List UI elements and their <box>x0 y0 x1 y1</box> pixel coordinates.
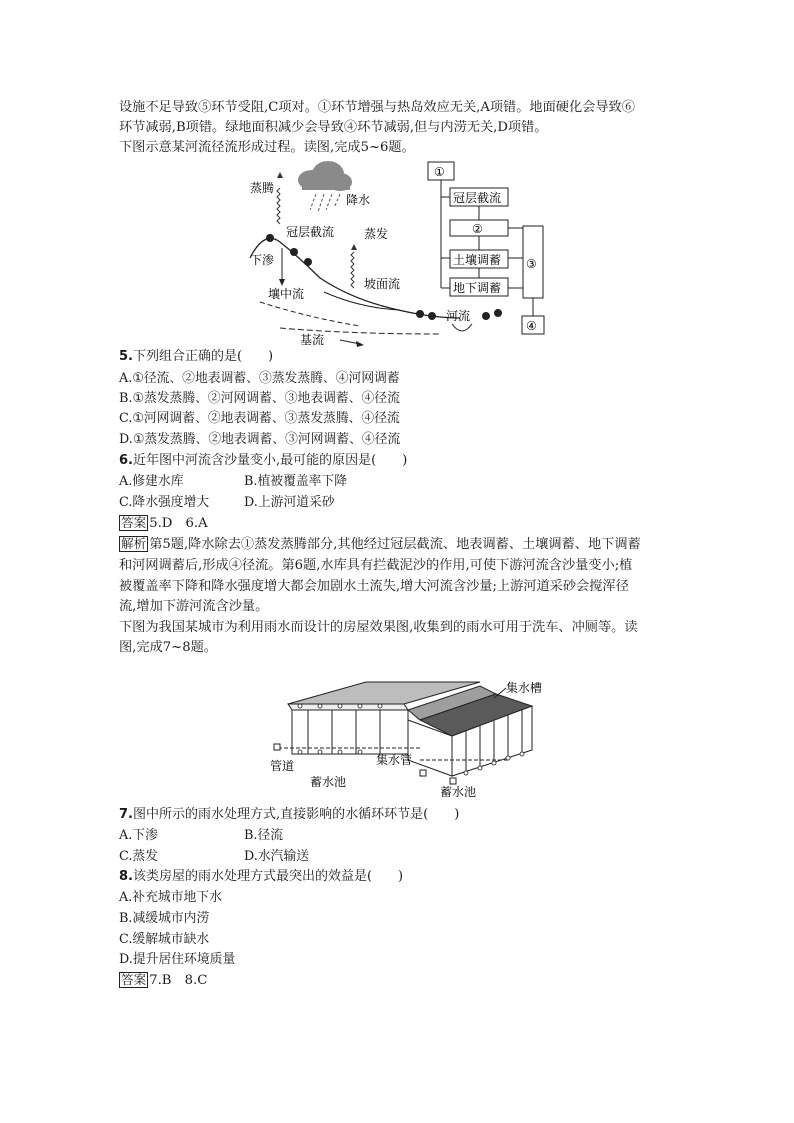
question-6-option-d: D.上游河道采砂 <box>244 495 335 510</box>
intro-line: 环节减弱,B项错。绿地面积减少会导致④环节减弱,但与内涝无关,D项错。 <box>119 120 548 135</box>
label-base-flow: 基流 <box>300 333 325 347</box>
intro-line: 设施不足导致⑤环节受阻,C项对。①环节增强与热岛效应无关,A项错。地面硬化会导致⑥ <box>119 100 635 115</box>
question-6-option-c: C.降水强度增大 <box>119 495 210 510</box>
box-2: ② <box>472 222 483 236</box>
label-tank-1: 蓄水池 <box>310 775 347 789</box>
label-pipe: 管道 <box>270 759 295 773</box>
label-precipitation: 降水 <box>346 193 371 207</box>
label-infiltration: 下渗 <box>250 253 275 267</box>
cloud-icon <box>298 161 352 191</box>
soil-flow-arrow <box>260 302 360 326</box>
transpiration-arrow-icon <box>277 188 280 224</box>
label-downpipe: 集水管 <box>376 753 413 767</box>
question-8-stem: 8.该类房屋的雨水处理方式最突出的效益是( ) <box>119 869 404 884</box>
box-4: ④ <box>526 319 537 333</box>
figure2-intro: 下图为我国某城市为利用雨水而设计的房屋效果图,收集到的雨水可用于洗车、冲厕等。读 <box>119 620 638 635</box>
question-7-option-b: B.径流 <box>244 828 284 843</box>
question-5-option-d: D.①蒸发蒸腾、②地表调蓄、③河网调蓄、④径流 <box>119 432 401 447</box>
figure2-intro: 图,完成7~8题。 <box>119 640 217 655</box>
label-transpiration: 蒸腾 <box>250 181 275 195</box>
question-7-stem: 7.图中所示的雨水处理方式,直接影响的水循环环节是( ) <box>119 807 460 822</box>
box-3: ③ <box>526 257 537 271</box>
question-5-option-c: C.①河网调蓄、②地表调蓄、③蒸发蒸腾、④径流 <box>119 411 400 426</box>
rainwater-house-diagram <box>270 676 555 800</box>
analysis-line: 被覆盖率下降和降水强度增大都会加剧水土流失,增大河流含沙量;上游河道采砂会搅浑径 <box>119 579 629 594</box>
box-1: ① <box>434 165 445 179</box>
label-river: 河流 <box>446 309 471 323</box>
question-8-option-a: A.补充城市地下水 <box>119 890 222 905</box>
question-6-option-a: A.修建水库 <box>119 474 184 489</box>
question-8-option-d: D.提升居住环境质量 <box>119 952 236 967</box>
box-canopy: 冠层截流 <box>453 191 502 205</box>
label-gutter: 集水槽 <box>506 681 543 695</box>
analysis-tag: 解析 <box>121 536 147 551</box>
box-ground: 地下调蓄 <box>453 281 502 295</box>
label-soil-flow: 壤中流 <box>268 287 305 301</box>
answer-tag: 答案 <box>121 972 147 987</box>
question-7-option-c: C.蒸发 <box>119 849 158 864</box>
question-5-option-a: A.①径流、②地表调蓄、③蒸发蒸腾、④河网调蓄 <box>119 371 400 386</box>
question-6-option-b: B.植被覆盖率下降 <box>244 474 348 489</box>
figure1-intro: 下图示意某河流径流形成过程。读图,完成5~6题。 <box>119 140 415 155</box>
answer-tag: 答案 <box>121 515 147 530</box>
evaporation-arrow-icon <box>351 252 354 288</box>
runoff-diagram <box>240 158 560 348</box>
question-7-option-d: D.水汽输送 <box>244 849 310 864</box>
question-5-option-b: B.①蒸发蒸腾、②河网调蓄、③地表调蓄、④径流 <box>119 391 400 406</box>
label-canopy: 冠层截流 <box>286 225 335 239</box>
answer-text: 5.D 6.A <box>149 516 208 531</box>
answer-block <box>119 515 208 533</box>
river-channel <box>452 324 472 331</box>
question-7-option-a: A.下渗 <box>119 828 158 843</box>
answer-block <box>119 972 207 990</box>
analysis-block: 解析 第5题,降水除去①蒸发蒸腾部分,其他经过冠层截流、地表调蓄、土壤调蓄、地下调蓄 <box>121 536 641 552</box>
question-6-stem: 6.近年图中河流含沙量变小,最可能的原因是( ) <box>119 453 408 468</box>
analysis-line: 流,增加下游河流含沙量。 <box>119 599 269 614</box>
label-slope-flow: 坡面流 <box>364 277 401 291</box>
question-5-stem: 5.下列组合正确的是( ) <box>119 349 274 364</box>
rain-icon <box>310 194 340 212</box>
label-tank-2: 蓄水池 <box>440 785 477 799</box>
analysis-line: 和河网调蓄后,形成④径流。第6题,水库具有拦截泥沙的作用,可使下游河流含沙量变小;植 <box>119 558 633 573</box>
answer-text: 7.B 8.C <box>149 973 208 988</box>
box-soil: 土壤调蓄 <box>453 253 502 267</box>
question-8-option-c: C.缓解城市缺水 <box>119 932 210 947</box>
question-8-option-b: B.减缓城市内涝 <box>119 911 210 926</box>
label-evaporation: 蒸发 <box>364 227 389 241</box>
